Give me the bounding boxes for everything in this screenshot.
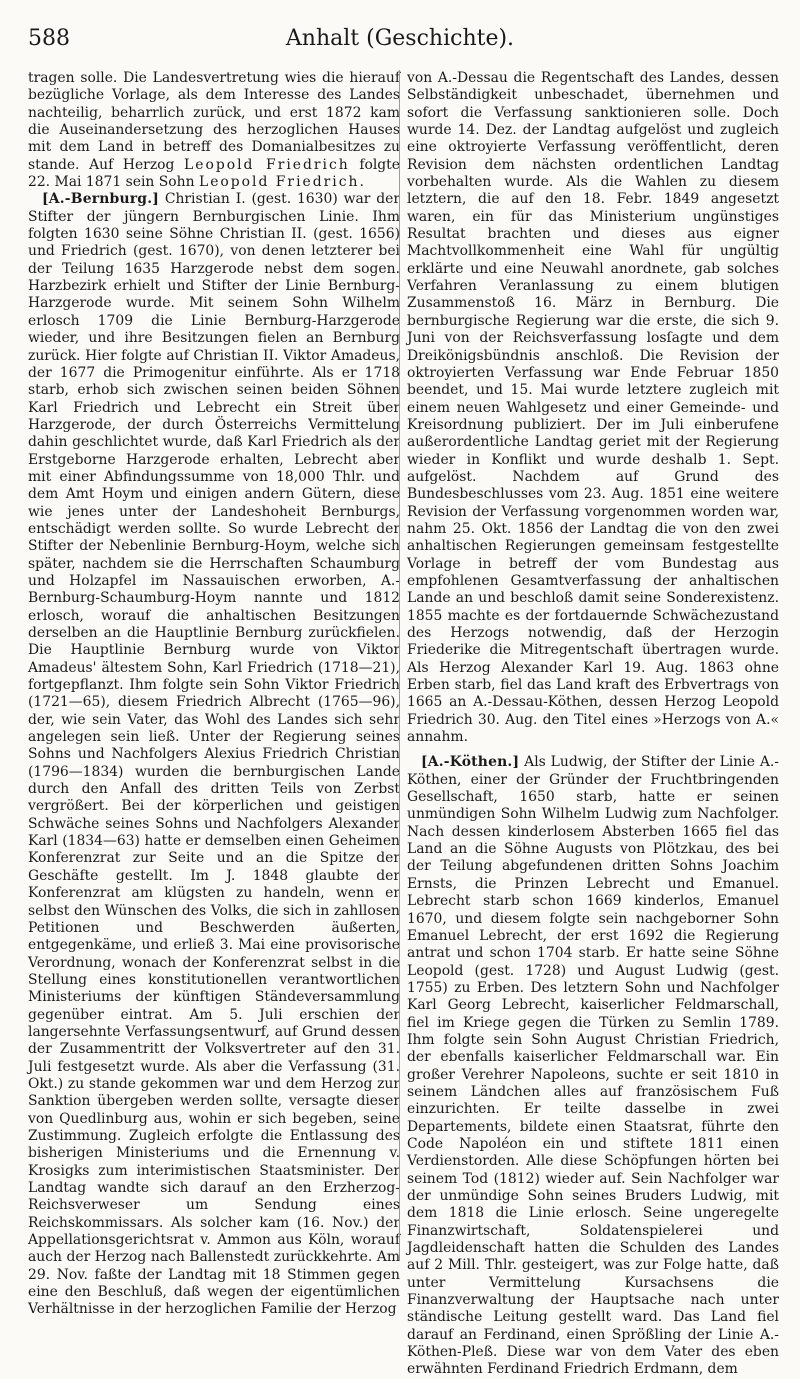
paragraph-gap	[407, 746, 779, 754]
page-number: 588	[28, 26, 70, 51]
paragraph-text: Christian I. (gest. 1630) war der Stifter der jüngern Bernburgischen Linie. Ihm folgten 1630 seine Söhne Christian II. (gest. 1656) und Friedrich (gest. 1670), von denen letzterer bei der Teilung 1635 Harzgerode nebst dem sogen. Harzbezirk erhielt und Stifter der Linie Bernburg-Harzgerode wurde. Mit seinem Sohn Wilhelm erlosch 1709 die Linie Bernburg-Harzgerode wieder, und ihre Besitzungen fielen an Bernburg zurück. Hier folgte auf Christian II. Viktor Amadeus, der 1677 die Primogenitur einführte. Als er 1718 starb, erhob sich zwischen seinen beiden Söhnen Karl Friedrich und Lebrecht ein Streit über Harzgerode, der durch Österreichs Vermittelung dahin geschlichtet wurde, daß Karl Friedrich als der Erstgeborne Harzgerode erhalten, Lebrecht aber mit einer Abfindungssumme von 18,000 Thlr. und dem Amt Hoym und einigen andern Gütern, diese wie jenes unter der Landeshoheit Bernburgs, entschädigt werden sollte. So wurde Lebrecht der Stifter der Nebenlinie Bernburg-Hoym, welche sich später, nachdem sie die Herrschaften Schaumburg und Holzapfel im Nassauischen erworben, A.-Bernburg-Schaumburg-Hoym nannte und 1812 erlosch, worauf die anhaltischen Besitzungen derselben an die Hauptlinie Bernburg zurückfielen. Die Hauptlinie Bernburg wurde von Viktor Amadeus' ältestem Sohn, Karl Friedrich (1718—21), fortgepflanzt. Ihm folgte sein Sohn Viktor Friedrich (1721—65), diesem Friedrich Albrecht (1765—96), der, wie sein Vater, das Wohl des Landes sich sehr angelegen sein ließ. Unter der Regierung seines Sohns und Nachfolgers Alexius Friedrich Christian (1796—1834) wurden die bernburgischen Lande durch den Anfall des dritten Teils von Zerbst vergrößert. Bei der körperlichen und geistigen Schwäche seines Sohns und Nachfolgers Alexander Karl (1834—63) hatte er demselben einen Geheimen Konferenzrat zur Seite und an die Spitze der Geschäfte gestellt. Im J. 1848 glaubte der Konferenzrat am klügsten zu handeln, wenn er selbst den Wünschen des Volks, die sich in zahllosen Petitionen und Beschwerden äußerten, entgegenkäme, und erließ 3. Mai eine provisorische Verordnung, wonach der Konferenzrat selbst in die Stellung eines konstitutionellen verantwortlichen Ministeriums der künftigen Ständeversammlung gegenüber eintrat. Am 5. Juli erschien der langersehnte Verfassungsentwurf, auf Grund dessen der Zusammentritt der Volksvertreter auf den 31. Juli festgesetzt wurde. Als aber die Verfassung (31. Okt.) zu stande gekommen war und dem Herzog zur Sanktion übergeben werden sollte, versagte dieser von Quedlinburg aus, wohin er sich begeben, seine Zustimmung. Zugleich erfolgte die Entlassung des bisherigen Ministeriums und die Ernennung v. Krosigks zum interimistischen Staatsminister. Der Landtag wandte sich darauf an den Erzherzog-Reichsverweser um Sendung eines Reichskommissars. Als solcher kam (16. Nov.) der Appellationsgerichtsrat v. Ammon aus Köln, worauf auch der Herzog nach Ballenstedt zurückkehrte. Am 29. Nov. faßte der Landtag mit 18 Stimmen gegen eine den Beschluß, daß wegen der eigentümlichen Verhältnisse in der herzoglichen Familie der Herzog	[28, 191, 400, 1318]
right-column	[407, 70, 779, 1378]
paragraph-text: .	[359, 174, 364, 191]
person-name: Leopold Friedrich	[184, 156, 350, 173]
paragraph-bernburg-continued: von A.-Dessau die Regentschaft des Landes, dessen Selbständigkeit unbeschadet, übernehmen und sofort die Verfassung sanktionieren solle. Doch wurde 14. Dez. der Landtag aufgelöst und zugleich eine oktroyierte Verfassung veröffentlicht, deren Revision dem nächsten ordentlichen Landtag vorbehalten wurde. Als die Wahlen zu diesem letztern, die auf den 18. Febr. 1849 angesetzt waren, ein für das Ministerium ungünstiges Resultat brachten und dieses aus eigner Machtvollkommenheit eine Wahl für ungültig erklärte und eine Neuwahl anordnete, gab solches Verfahren Veranlassung zu einem blutigen Zusammenstoß 16. März in Bernburg. Die bernburgische Regierung war die erste, die sich 9. Juni von der Reichsverfassung losſagte und dem Dreikönigsbündnis anschloß. Die Revision der oktroyierten Verfassung war Ende Februar 1850 beendet, und 15. Mai wurde letztere zugleich mit einem neuen Wahlgesetz und einer Gemeinde- und Kreisordnung publiziert. Der im Juli einberufene außerordentliche Landtag geriet mit der Regierung wieder in Konflikt und wurde deshalb 1. Sept. aufgelöst. Nachdem auf Grund des Bundesbeschlusses vom 23. Aug. 1851 eine weitere Revision der Verfassung vorgenommen worden war, nahm 25. Okt. 1856 der Landtag die von den zwei anhaltischen Regierungen gemeinsam festgestellte Vorlage in betreff der vom Bundestag aus empfohlenen Gesamtverfassung der anhaltischen Lande an und beschloß damit seine Sonderexistenz. 1855 machte es der fortdauernde Schwächezustand des Herzogs notwendig, daß der Herzogin Friederike die Mitregentschaft übertragen wurde. Als Herzog Alexander Karl 19. Aug. 1863 ohne Erben starb, fiel das Land kraft des Erbvertrags von 1665 an A.-Dessau-Köthen, dessen Herzog Leopold Friedrich 30. Aug. den Titel eines »Herzogs von A.« annahm.	[407, 70, 779, 746]
page-header	[28, 18, 772, 58]
paragraph-text: folgte 22. Mai 1871 sein Sohn	[28, 156, 400, 191]
paragraph-text: tragen solle. Die Landesvertretung wies die hierauf bezügliche Vorlage, als dem Interesse des Landes nachteilig, beharrlich zurück, und erst 1872 kam die Auseinandersetzung des herzoglichen Hauses mit dem Land in betreff des Domanialbesitzes zu stande. Auf Herzog	[28, 70, 400, 173]
column-divider	[399, 70, 400, 1260]
left-column	[28, 70, 400, 1318]
paragraph-anhalt-dessau-end	[28, 70, 400, 191]
person-name: Leopold Friedrich	[198, 174, 360, 191]
section-heading-koethen: [A.-Köthen.]	[421, 754, 520, 771]
paragraph-text: Als Ludwig, der Stifter der Linie A.-Köthen, einer der Gründer der Fruchtbringenden Gesellschaft, 1650 starb, hatte er seinen unmündigen Sohn Wilhelm Ludwig zum Nachfolger. Nach dessen kinderlosem Absterben 1665 fiel das Land an die Söhne Augusts von Plötzkau, des bei der Teilung abgefundenen dritten Sohns Joachim Ernsts, die Prinzen Lebrecht und Emanuel. Lebrecht starb schon 1669 kinderlos, Emanuel 1670, und diesem folgte sein nachgeborner Sohn Emanuel Lebrecht, der erst 1692 die Regierung antrat und schon 1704 starb. Er hatte seine Söhne Leopold (gest. 1728) und August Ludwig (gest. 1755) zu Erben. Des letztern Sohn und Nachfolger Karl Georg Lebrecht, kaiserlicher Feldmarschall, fiel im Kriege gegen die Türken zu Semlin 1789. Ihm folgte sein Sohn August Christian Friedrich, der ebenfalls kaiserlicher Feldmarschall war. Ein großer Verehrer Napoleons, suchte er seit 1810 in seinem Ländchen alles auf französischem Fuß einzurichten. Er teilte dasselbe in zwei Departements, bildete einen Staatsrat, führte den Code Napoléon ein und stiftete 1811 einen Verdienstorden. Alle diese Schöpfungen hörten bei seinem Tod (1812) wieder auf. Sein Nachfolger war der unmündige Sohn seines Bruders Ludwig, mit dem 1818 die Linie erlosch. Seine ungeregelte Finanzwirtschaft, Soldatenspielerei und Jagdleidenschaft hatten die Schulden des Landes auf 2 Mill. Thlr. gesteigert, was zur Folge hatte, daß unter Vermittelung Kursachsens die Finanzverwaltung der Hauptsache nach unter ständische Leitung gestellt ward. Das Land fiel darauf an Ferdinand, einen Sprößling der Linie A.-Köthen-Pleß. Diese war von dem Vater des eben erwähnten Ferdinand Friedrich Erdmann, dem	[407, 754, 779, 1378]
section-heading-bernburg: [A.-Bernburg.]	[42, 191, 159, 208]
paragraph-bernburg	[28, 191, 400, 1318]
running-title: Anhalt (Geschichte).	[285, 26, 515, 51]
paragraph-koethen	[407, 754, 779, 1378]
